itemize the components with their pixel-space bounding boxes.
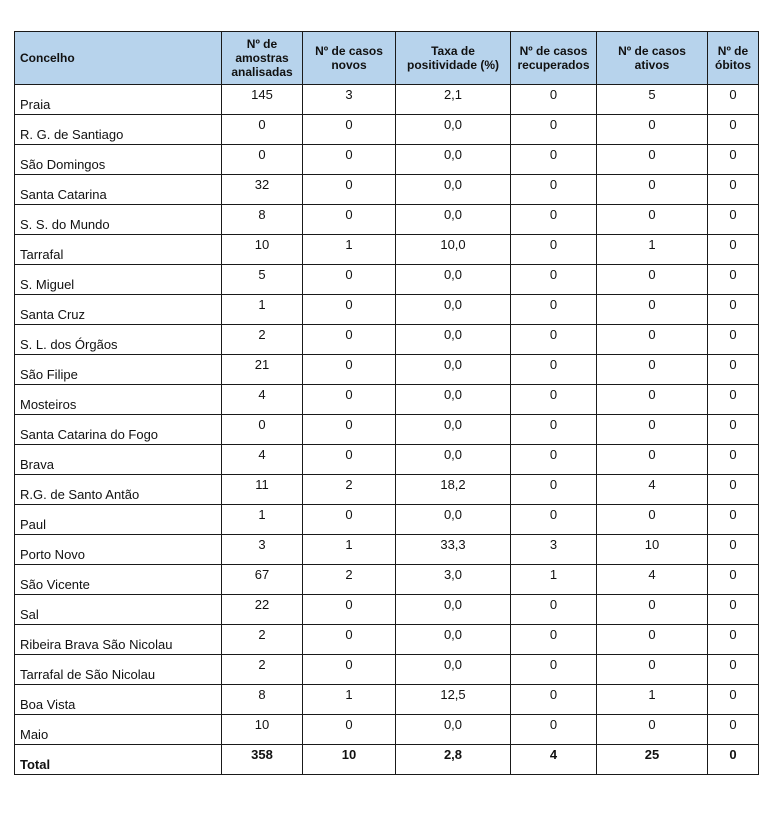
table-row (15, 625, 759, 655)
cell-amostras: 0 (222, 115, 303, 145)
cell-casos-novos: 0 (303, 175, 396, 205)
table-row (15, 325, 759, 355)
cell-casos-recuperados: 1 (511, 565, 597, 595)
cell-obitos: 0 (708, 85, 759, 115)
cell-casos-recuperados: 4 (511, 745, 597, 775)
cell-amostras: 1 (222, 295, 303, 325)
table-row (15, 175, 759, 205)
cell-obitos: 0 (708, 385, 759, 415)
cell-casos-ativos: 10 (597, 535, 708, 565)
cell-casos-recuperados: 0 (511, 715, 597, 745)
cell-amostras: 0 (222, 415, 303, 445)
cell-casos-recuperados: 0 (511, 625, 597, 655)
cell-taxa-positividade: 0,0 (396, 385, 511, 415)
cell-obitos: 0 (708, 235, 759, 265)
cell-concelho: R.G. de Santo Antão (15, 475, 222, 505)
table-row (15, 415, 759, 445)
column-header-casos-ativos (597, 32, 708, 85)
cell-casos-novos: 1 (303, 685, 396, 715)
cell-casos-ativos: 0 (597, 295, 708, 325)
table-row (15, 715, 759, 745)
table-row (15, 355, 759, 385)
cell-obitos: 0 (708, 415, 759, 445)
table-row (15, 445, 759, 475)
cell-amostras: 4 (222, 385, 303, 415)
cell-casos-novos: 1 (303, 235, 396, 265)
header-line: Nº de casos (519, 44, 588, 58)
cell-concelho: Brava (15, 445, 222, 475)
cell-casos-novos: 0 (303, 205, 396, 235)
cell-casos-ativos: 0 (597, 145, 708, 175)
cell-concelho: São Domingos (15, 145, 222, 175)
table-row (15, 655, 759, 685)
cell-amostras: 5 (222, 265, 303, 295)
cell-concelho: Ribeira Brava São Nicolau (15, 625, 222, 655)
cell-concelho: S. S. do Mundo (15, 205, 222, 235)
cell-casos-ativos: 1 (597, 685, 708, 715)
cell-obitos: 0 (708, 355, 759, 385)
cell-amostras: 11 (222, 475, 303, 505)
cell-obitos: 0 (708, 175, 759, 205)
cell-concelho: S. L. dos Órgãos (15, 325, 222, 355)
cell-amostras: 1 (222, 505, 303, 535)
cell-taxa-positividade: 33,3 (396, 535, 511, 565)
cell-obitos: 0 (708, 565, 759, 595)
table-row (15, 685, 759, 715)
cell-taxa-positividade: 0,0 (396, 715, 511, 745)
cell-casos-ativos: 0 (597, 385, 708, 415)
cell-concelho: Sal (15, 595, 222, 625)
cell-concelho: São Filipe (15, 355, 222, 385)
cell-obitos: 0 (708, 505, 759, 535)
header-line: Nº de casos (315, 44, 383, 58)
header-line: Taxa de (431, 44, 475, 58)
cell-taxa-positividade: 0,0 (396, 175, 511, 205)
cell-concelho: Mosteiros (15, 385, 222, 415)
cell-taxa-positividade: 0,0 (396, 265, 511, 295)
cell-casos-ativos: 0 (597, 715, 708, 745)
cell-casos-recuperados: 0 (511, 385, 597, 415)
header-row (15, 32, 759, 85)
cell-amostras: 3 (222, 535, 303, 565)
cell-casos-recuperados: 0 (511, 175, 597, 205)
table-row (15, 385, 759, 415)
cell-concelho: Boa Vista (15, 685, 222, 715)
cell-casos-recuperados: 0 (511, 685, 597, 715)
cell-amostras: 145 (222, 85, 303, 115)
cell-obitos: 0 (708, 205, 759, 235)
cell-casos-novos: 3 (303, 85, 396, 115)
cell-casos-novos: 0 (303, 655, 396, 685)
cell-amostras: 2 (222, 655, 303, 685)
cell-taxa-positividade: 0,0 (396, 505, 511, 535)
cell-amostras: 21 (222, 355, 303, 385)
cell-casos-novos: 0 (303, 445, 396, 475)
header-line: Nº de (246, 37, 278, 51)
cell-concelho: Praia (15, 85, 222, 115)
table-row (15, 475, 759, 505)
table-row (15, 115, 759, 145)
header-line: positividade (%) (406, 58, 499, 72)
cell-casos-ativos: 0 (597, 655, 708, 685)
cell-concelho: Maio (15, 715, 222, 745)
cell-casos-ativos: 0 (597, 625, 708, 655)
cell-casos-novos: 0 (303, 415, 396, 445)
cell-obitos: 0 (708, 685, 759, 715)
cell-concelho: Santa Catarina do Fogo (15, 415, 222, 445)
cell-taxa-positividade: 18,2 (396, 475, 511, 505)
cell-casos-novos: 0 (303, 385, 396, 415)
cell-taxa-positividade: 0,0 (396, 415, 511, 445)
cell-taxa-positividade: 12,5 (396, 685, 511, 715)
column-header-casos-recuperados (511, 32, 597, 85)
cell-casos-recuperados: 0 (511, 415, 597, 445)
cell-casos-recuperados: 0 (511, 235, 597, 265)
table-row (15, 505, 759, 535)
statistics-table (14, 31, 759, 775)
cell-amostras: 0 (222, 145, 303, 175)
cell-amostras: 2 (222, 325, 303, 355)
cell-casos-recuperados: 3 (511, 535, 597, 565)
cell-casos-recuperados: 0 (511, 145, 597, 175)
cell-casos-novos: 10 (303, 745, 396, 775)
table-row (15, 565, 759, 595)
cell-casos-ativos: 0 (597, 175, 708, 205)
cell-casos-ativos: 0 (597, 505, 708, 535)
cell-casos-ativos: 0 (597, 595, 708, 625)
cell-obitos: 0 (708, 145, 759, 175)
table-row (15, 535, 759, 565)
cell-concelho: Porto Novo (15, 535, 222, 565)
cell-obitos: 0 (708, 595, 759, 625)
cell-casos-ativos: 4 (597, 565, 708, 595)
cell-concelho: Total (15, 745, 222, 775)
cell-concelho: Tarrafal (15, 235, 222, 265)
cell-obitos: 0 (708, 115, 759, 145)
cell-casos-ativos: 25 (597, 745, 708, 775)
cell-taxa-positividade: 0,0 (396, 355, 511, 385)
cell-taxa-positividade: 0,0 (396, 295, 511, 325)
cell-casos-novos: 0 (303, 355, 396, 385)
cell-casos-recuperados: 0 (511, 115, 597, 145)
cell-taxa-positividade: 0,0 (396, 115, 511, 145)
cell-casos-novos: 2 (303, 475, 396, 505)
column-header-casos-novos (303, 32, 396, 85)
column-header-amostras (222, 32, 303, 85)
table-row (15, 145, 759, 175)
cell-casos-recuperados: 0 (511, 85, 597, 115)
cell-taxa-positividade: 0,0 (396, 445, 511, 475)
table-row (15, 595, 759, 625)
cell-obitos: 0 (708, 535, 759, 565)
cell-casos-recuperados: 0 (511, 355, 597, 385)
cell-casos-novos: 0 (303, 715, 396, 745)
cell-casos-ativos: 0 (597, 265, 708, 295)
cell-taxa-positividade: 10,0 (396, 235, 511, 265)
cell-concelho: Tarrafal de São Nicolau (15, 655, 222, 685)
cell-casos-novos: 0 (303, 505, 396, 535)
cell-amostras: 10 (222, 715, 303, 745)
cell-obitos: 0 (708, 325, 759, 355)
header-line: analisadas (231, 65, 293, 79)
cell-casos-novos: 0 (303, 625, 396, 655)
cell-casos-novos: 0 (303, 295, 396, 325)
cell-obitos: 0 (708, 715, 759, 745)
cell-amostras: 67 (222, 565, 303, 595)
total-row (15, 745, 759, 775)
cell-obitos: 0 (708, 625, 759, 655)
cell-concelho: Santa Catarina (15, 175, 222, 205)
cell-concelho: Santa Cruz (15, 295, 222, 325)
table-row (15, 235, 759, 265)
header-line: Concelho (20, 51, 75, 65)
column-header-taxa-positividade (396, 32, 511, 85)
table-row (15, 265, 759, 295)
cell-casos-recuperados: 0 (511, 265, 597, 295)
cell-casos-ativos: 0 (597, 325, 708, 355)
cell-casos-ativos: 0 (597, 445, 708, 475)
cell-casos-recuperados: 0 (511, 475, 597, 505)
cell-amostras: 8 (222, 685, 303, 715)
cell-amostras: 358 (222, 745, 303, 775)
cell-taxa-positividade: 0,0 (396, 205, 511, 235)
cell-taxa-positividade: 0,0 (396, 325, 511, 355)
column-header-concelho (15, 32, 222, 85)
table-row (15, 85, 759, 115)
table-body (15, 85, 759, 775)
cell-casos-novos: 2 (303, 565, 396, 595)
cell-casos-recuperados: 0 (511, 445, 597, 475)
cell-obitos: 0 (708, 445, 759, 475)
cell-casos-recuperados: 0 (511, 655, 597, 685)
cell-casos-recuperados: 0 (511, 295, 597, 325)
cell-amostras: 10 (222, 235, 303, 265)
header-line: recuperados (517, 58, 590, 72)
cell-amostras: 22 (222, 595, 303, 625)
cell-casos-ativos: 0 (597, 115, 708, 145)
cell-casos-novos: 0 (303, 595, 396, 625)
cell-taxa-positividade: 2,8 (396, 745, 511, 775)
cell-casos-novos: 0 (303, 325, 396, 355)
cell-taxa-positividade: 0,0 (396, 655, 511, 685)
cell-concelho: Paul (15, 505, 222, 535)
cell-amostras: 2 (222, 625, 303, 655)
cell-amostras: 8 (222, 205, 303, 235)
cell-obitos: 0 (708, 655, 759, 685)
cell-concelho: S. Miguel (15, 265, 222, 295)
cell-casos-novos: 1 (303, 535, 396, 565)
cell-obitos: 0 (708, 745, 759, 775)
cell-casos-ativos: 4 (597, 475, 708, 505)
cell-casos-ativos: 5 (597, 85, 708, 115)
header-line: Nº de (717, 44, 749, 58)
cell-taxa-positividade: 0,0 (396, 625, 511, 655)
cell-amostras: 32 (222, 175, 303, 205)
cell-casos-recuperados: 0 (511, 505, 597, 535)
column-header-obitos (708, 32, 759, 85)
header-line: Nº de casos (618, 44, 686, 58)
cell-casos-recuperados: 0 (511, 595, 597, 625)
cell-obitos: 0 (708, 475, 759, 505)
cell-casos-novos: 0 (303, 145, 396, 175)
cell-obitos: 0 (708, 265, 759, 295)
cell-taxa-positividade: 2,1 (396, 85, 511, 115)
cell-casos-ativos: 0 (597, 415, 708, 445)
cell-casos-ativos: 0 (597, 205, 708, 235)
cell-casos-novos: 0 (303, 265, 396, 295)
table-row (15, 205, 759, 235)
header-line: amostras (235, 51, 289, 65)
cell-casos-novos: 0 (303, 115, 396, 145)
cell-concelho: São Vicente (15, 565, 222, 595)
header-line: ativos (634, 58, 670, 72)
table-row (15, 295, 759, 325)
cell-concelho: R. G. de Santiago (15, 115, 222, 145)
cell-casos-ativos: 1 (597, 235, 708, 265)
cell-casos-recuperados: 0 (511, 205, 597, 235)
cell-taxa-positividade: 0,0 (396, 595, 511, 625)
header-line: novos (331, 58, 367, 72)
cell-casos-recuperados: 0 (511, 325, 597, 355)
cell-obitos: 0 (708, 295, 759, 325)
header-line: óbitos (715, 58, 751, 72)
cell-taxa-positividade: 3,0 (396, 565, 511, 595)
cell-casos-ativos: 0 (597, 355, 708, 385)
cell-amostras: 4 (222, 445, 303, 475)
cell-taxa-positividade: 0,0 (396, 145, 511, 175)
